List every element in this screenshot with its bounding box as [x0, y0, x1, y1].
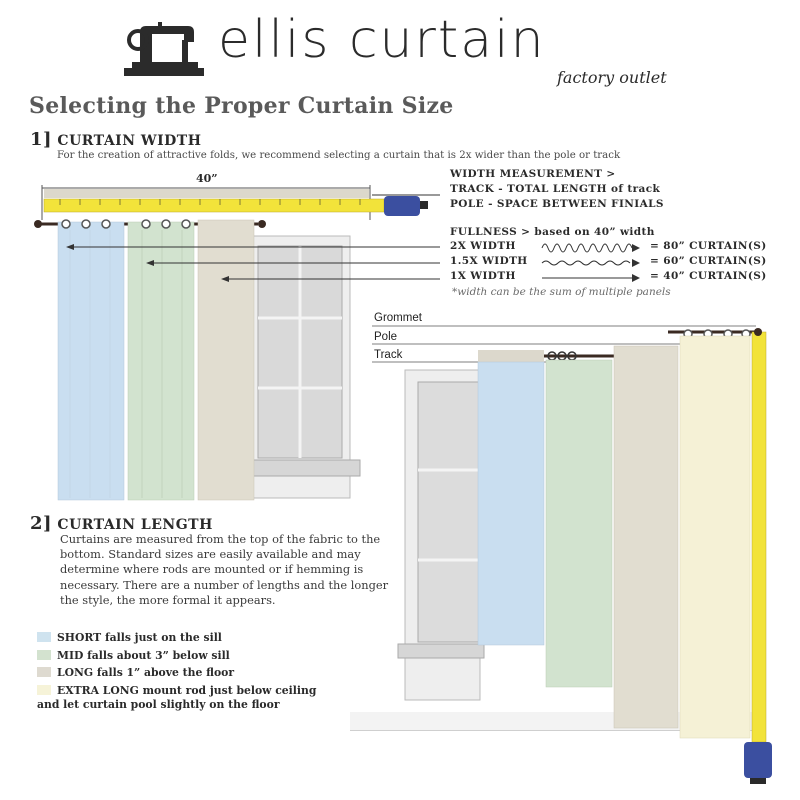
measurement-line: WIDTH MEASUREMENT > [450, 168, 616, 180]
section-title: CURTAIN LENGTH [57, 517, 213, 533]
length-section-heading [30, 513, 213, 534]
legend-swatch [37, 685, 51, 695]
fullness-label: 1.5X WIDTH [450, 255, 528, 267]
legend-item-long [37, 665, 234, 679]
width-section-heading [30, 129, 201, 150]
length-illustration [348, 305, 800, 800]
legend-text: EXTRA LONG mount rod just below ceiling [57, 683, 317, 697]
fullness-result: = 80” CURTAIN(S) [650, 240, 767, 252]
hardware-label-track: Track [374, 349, 403, 361]
legend-item-extra-long [37, 683, 316, 697]
legend-item-extra-long-cont [37, 697, 280, 711]
measure-label: 40” [196, 172, 218, 185]
legend-swatch [37, 650, 51, 660]
legend-item-short [37, 630, 222, 644]
width-intro: For the creation of attractive folds, we recommend selecting a curtain that is 2x wider than the pole or track [57, 150, 621, 161]
legend-text: and let curtain pool slightly on the floor [37, 697, 280, 711]
length-paragraph: Curtains are measured from the top of the fabric to the bottom. Standard sizes are easily available and may determine where rods are mounted or if hemming is necessary. There are a number of lengths and the longer the style, the more formal it appears. [60, 532, 389, 607]
brand-tagline: factory outlet [557, 68, 667, 87]
fullness-label: 2X WIDTH [450, 240, 516, 252]
fullness-result: = 60” CURTAIN(S) [650, 255, 767, 267]
fullness-waves [540, 238, 650, 284]
legend-swatch [37, 667, 51, 677]
measurement-line: POLE - SPACE BETWEEN FINIALS [450, 198, 664, 210]
hardware-label-pole: Pole [374, 331, 398, 343]
section-number: 2] [30, 513, 53, 534]
fullness-heading: FULLNESS > based on 40” width [450, 226, 655, 238]
legend-text: SHORT falls just on the sill [57, 630, 222, 644]
width-footnote: *width can be the sum of multiple panels [452, 286, 671, 298]
legend-item-mid [37, 648, 230, 662]
measurement-line: TRACK - TOTAL LENGTH of track [450, 183, 661, 195]
brand-logo [122, 20, 206, 78]
legend-text: LONG falls 1” above the floor [57, 665, 235, 679]
fullness-label: 1X WIDTH [450, 270, 516, 282]
legend-swatch [37, 632, 51, 642]
hardware-label-grommet: Grommet [374, 312, 422, 324]
brand-name: ellis curtain [218, 10, 546, 70]
legend-text: MID falls about 3” below sill [57, 648, 230, 662]
section-number: 1] [30, 129, 53, 150]
sewing-machine-icon [122, 20, 206, 78]
page-title: Selecting the Proper Curtain Size [29, 93, 454, 119]
section-title: CURTAIN WIDTH [57, 133, 202, 149]
fullness-result: = 40” CURTAIN(S) [650, 270, 767, 282]
